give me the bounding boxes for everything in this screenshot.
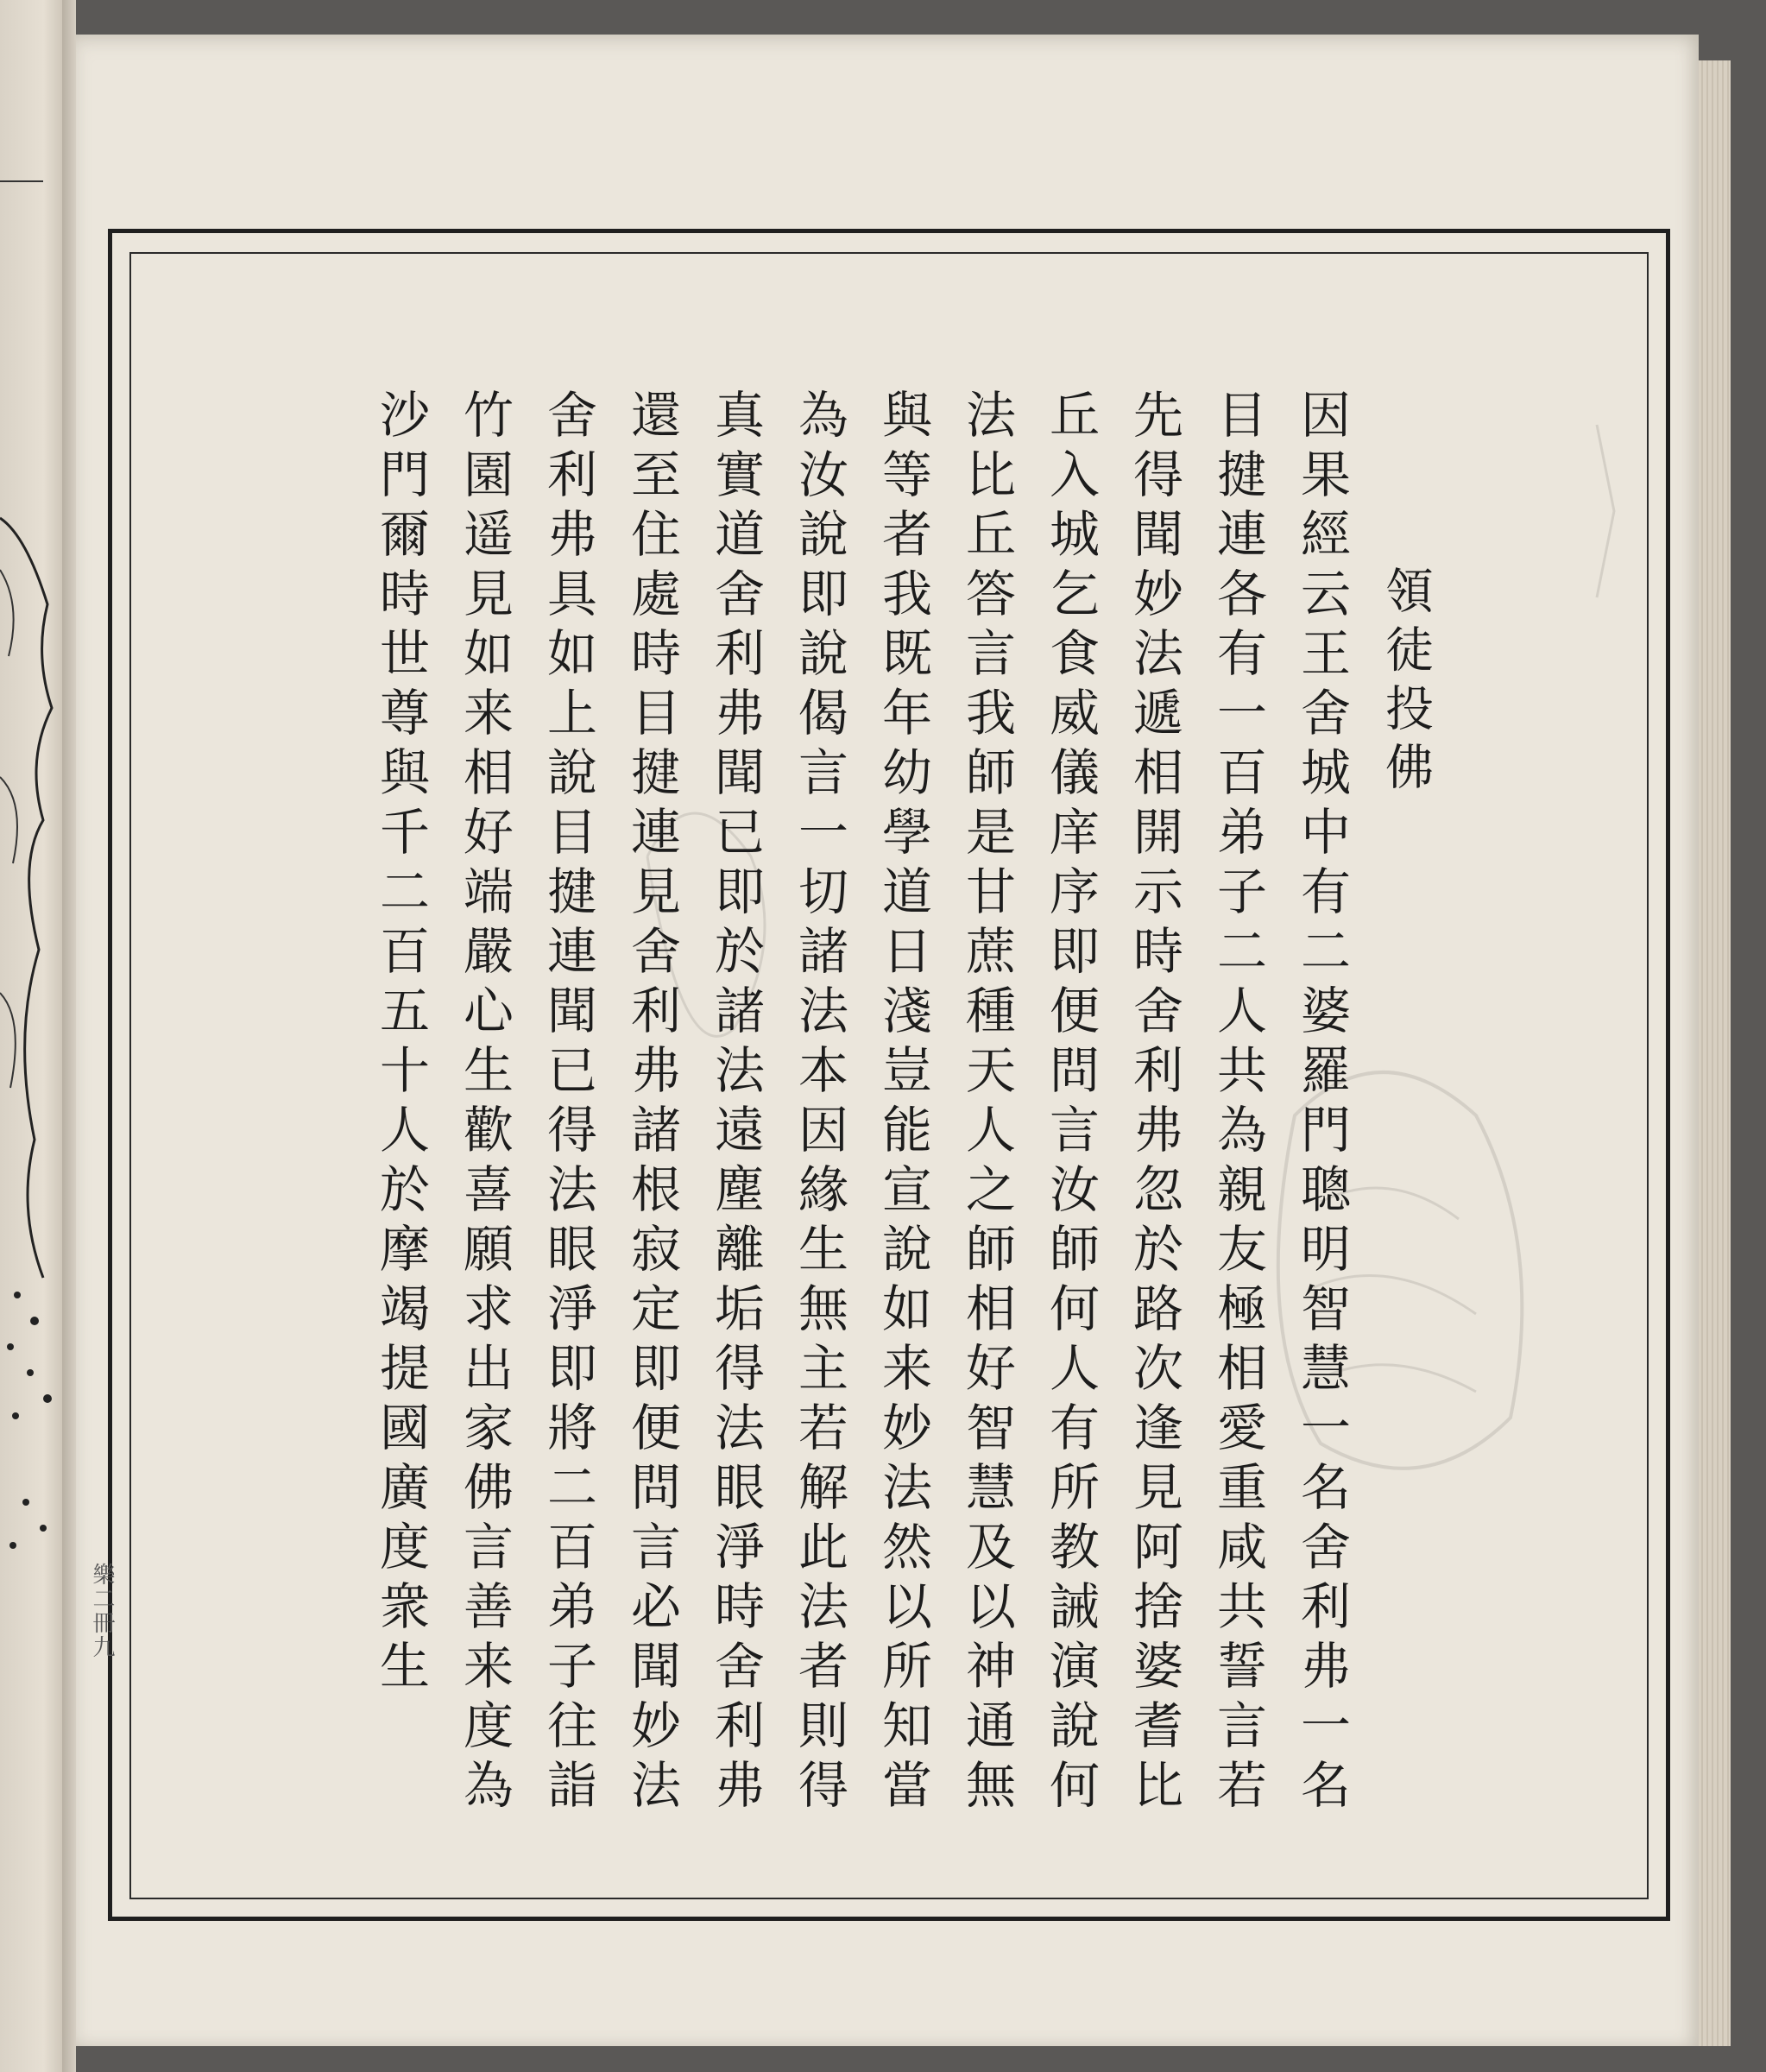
page-margin-note: 樂二冊九 [89,1563,115,1659]
page-title: 領徒投佛 [1378,565,1434,800]
left-facing-page [0,0,62,2072]
text-column-1: 因果經云王舍城中有二婆羅門聰明智慧一名舍利弗一名 [1292,388,1351,1818]
text-column-3: 先得聞妙法遞相開示時舍利弗忽於路次逢見阿捨婆耆比 [1125,388,1183,1818]
text-column-10: 舍利弗具如上說目揵連聞已得法眼淨即將二百弟子往詣 [539,388,597,1818]
book-gutter [62,0,76,2072]
text-column-11: 竹園遥見如来相好端嚴心生歡喜願求出家佛言善来度為 [455,388,514,1818]
text-column-8: 真實道舍利弗聞已即於諸法遠塵離垢得法眼淨時舍利弗 [706,388,765,1818]
text-column-7: 為汝說即說偈言一切諸法本因緣生無主若解此法者則得 [790,388,848,1818]
text-column-5: 法比丘答言我師是甘蔗種天人之師相好智慧及以神通無 [957,388,1016,1818]
text-column-6: 與等者我既年幼學道日淺豈能宣說如来妙法然以所知當 [874,388,932,1818]
text-column-4: 丘入城乞食威儀庠序即便問言汝師何人有所教誡演說何 [1041,388,1100,1818]
facing-page-illustration [0,0,62,2072]
text-column-9: 還至住處時目揵連見舍利弗諸根寂定即便問言必聞妙法 [622,388,681,1818]
text-column-12: 沙門爾時世尊與千二百五十人於摩竭提國廣度衆生 [371,388,430,1699]
text-column-2: 目揵連各有一百弟子二人共為親友極相愛重咸共誓言若 [1208,388,1267,1818]
